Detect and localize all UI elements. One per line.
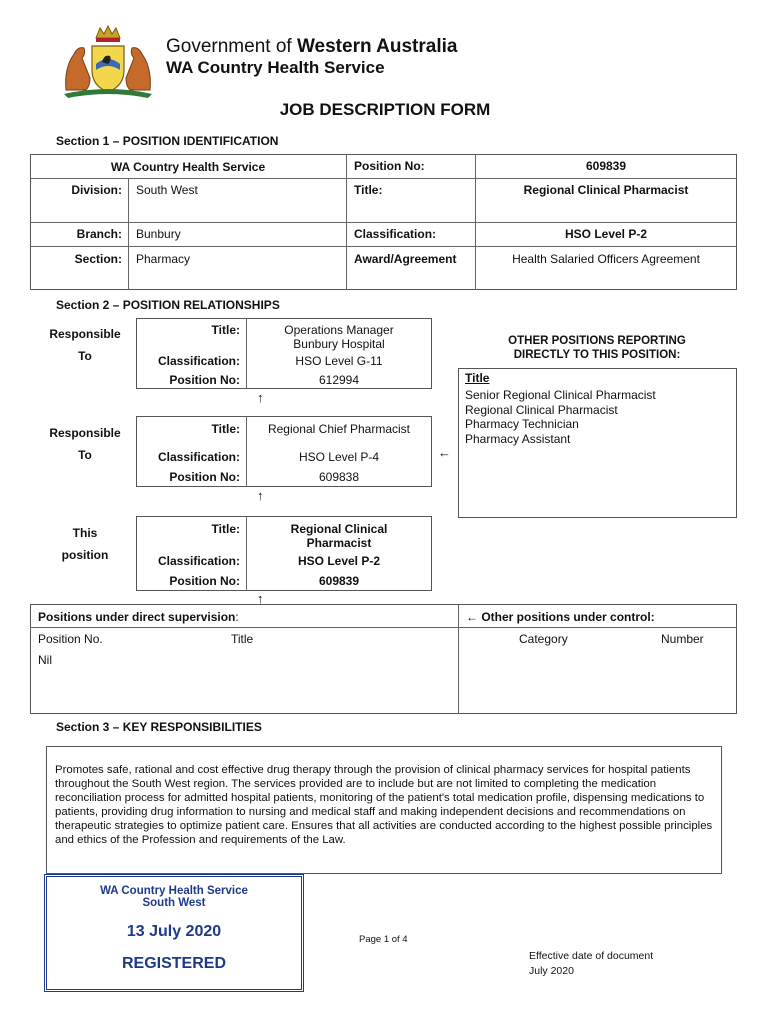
arrow-up-icon: ↑	[257, 591, 264, 606]
branch-value: Bunbury	[136, 227, 181, 241]
arrow-up-icon: ↑	[257, 390, 264, 405]
position-no-label: Position No:	[354, 159, 425, 173]
other-positions-list	[465, 388, 656, 446]
branch-label: Branch:	[76, 227, 122, 241]
resp2-title-label: Title:	[211, 422, 240, 436]
page-number: Page 1 of 4	[359, 934, 408, 945]
classification-label: Classification:	[354, 227, 437, 241]
key-responsibilities-text: Promotes safe, rational and cost effective drug therapy through the provision of clinical pharmacy services for hospital patients throughout the South West region. The services provided are to include but are not limited to completing the medication reconciliation process for admitted hospital patients, monitoring of the patient's total medication profile, dispensing medications to patients, providing drug information to nursing and medical staff and making independent decisions and recommendations on therapeutic strategies to optimize patient care. Ensures that all activities are conducted according to the highest possible principles and ethics of the Profession and requirements of the Law.	[55, 764, 713, 847]
this-title-value: Regional Clinical Pharmacist	[290, 522, 388, 550]
effective-date-label: Effective date of document	[529, 950, 654, 962]
resp2-class-label: Classification:	[157, 450, 240, 464]
resp1-pos-value: 612994	[318, 373, 360, 387]
award-value: Health Salaried Officers Agreement	[512, 252, 700, 266]
org-name-line1: Government of Western Australia	[166, 36, 458, 57]
resp2-pos-value: 609838	[318, 470, 360, 484]
this-class-label: Classification:	[157, 554, 240, 568]
resp2-label: Responsible To	[49, 426, 121, 462]
this-class-value: HSO Level P-2	[297, 554, 381, 568]
sup-col-title: Title	[231, 632, 254, 646]
list-item: Pharmacy Technician	[465, 417, 579, 431]
resp1-class-label: Classification:	[157, 354, 240, 368]
resp1-class-value: HSO Level G-11	[295, 354, 383, 368]
service-name: WA Country Health Service	[110, 160, 266, 174]
division-value: South West	[136, 183, 198, 197]
arrow-left-icon: ←	[438, 445, 451, 460]
section-label: Section:	[74, 252, 122, 266]
sup-value-nil: Nil	[38, 653, 52, 667]
form-title: JOB DESCRIPTION FORM	[279, 100, 491, 119]
resp2-class-value: HSO Level P-4	[298, 450, 380, 464]
arrow-up-icon: ↑	[257, 488, 264, 503]
wa-coat-of-arms-icon	[56, 24, 160, 100]
resp1-title-value: Operations Manager Bunbury Hospital	[284, 323, 394, 351]
org-name-line2: WA Country Health Service	[166, 58, 385, 77]
stamp-line1: WA Country Health Service	[100, 885, 248, 897]
resp1-title-label: Title:	[211, 323, 240, 337]
control-label: ← Other positions under control:	[466, 610, 655, 624]
title-label: Title:	[354, 183, 383, 197]
arrow-left-icon: ←	[466, 610, 478, 624]
title-value: Regional Clinical Pharmacist	[523, 183, 689, 197]
this-position-label: This position	[61, 526, 109, 562]
stamp-status: REGISTERED	[121, 955, 226, 972]
list-item: Regional Clinical Pharmacist	[465, 402, 618, 417]
resp2-pos-label: Position No:	[169, 470, 240, 484]
effective-date-value: July 2020	[529, 965, 574, 977]
ctrl-col-category: Category	[519, 632, 568, 646]
section3-heading: Section 3 – KEY RESPONSIBILITIES	[56, 720, 262, 734]
stamp-date: 13 July 2020	[126, 923, 222, 940]
stamp-line2: South West	[142, 897, 206, 909]
award-label: Award/Agreement	[354, 252, 457, 266]
this-pos-label: Position No:	[169, 574, 240, 588]
registered-stamp	[44, 874, 304, 992]
position-no-value: 609839	[585, 159, 627, 173]
resp2-title-value: Regional Chief Pharmacist	[267, 422, 411, 436]
supervision-label: Positions under direct supervision:	[38, 610, 239, 624]
division-label: Division:	[71, 183, 122, 197]
this-pos-value: 609839	[318, 574, 360, 588]
other-title-label: Title	[465, 371, 490, 385]
section1-heading: Section 1 – POSITION IDENTIFICATION	[56, 134, 279, 148]
sup-col-position-no: Position No.	[38, 632, 103, 646]
classification-value: HSO Level P-2	[564, 227, 648, 241]
ctrl-col-number: Number	[661, 632, 704, 646]
other-positions-heading: OTHER POSITIONS REPORTING DIRECTLY TO THIS POSITION:	[508, 335, 686, 361]
section2-heading: Section 2 – POSITION RELATIONSHIPS	[56, 298, 280, 312]
this-title-label: Title:	[211, 522, 240, 536]
section-value: Pharmacy	[136, 252, 191, 266]
resp1-pos-label: Position No:	[169, 373, 240, 387]
resp1-label: Responsible To	[49, 327, 121, 363]
list-item: Pharmacy Assistant	[465, 431, 571, 446]
list-item: Senior Regional Clinical Pharmacist	[465, 388, 656, 402]
